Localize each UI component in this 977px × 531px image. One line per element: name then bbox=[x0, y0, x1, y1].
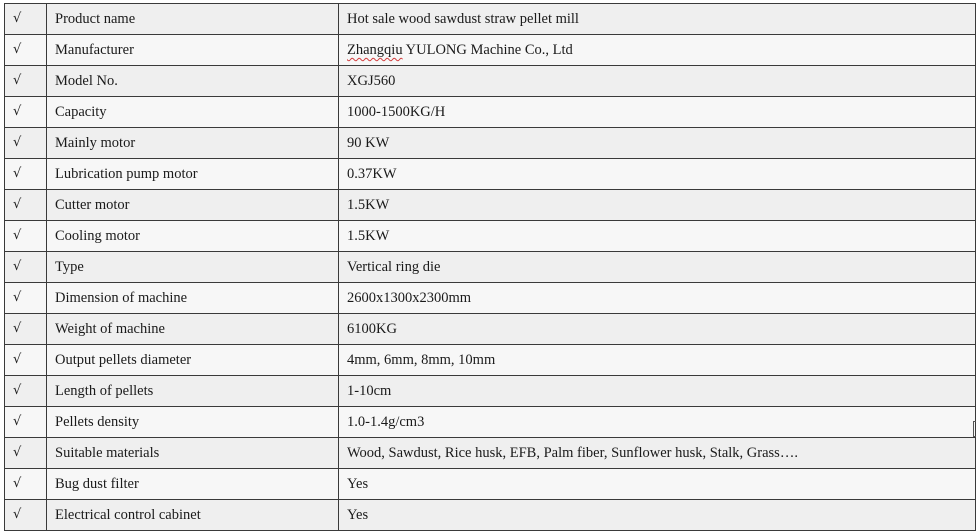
check-mark: √ bbox=[5, 252, 47, 283]
table-row bbox=[5, 66, 976, 97]
table-row bbox=[5, 345, 976, 376]
spec-label: Manufacturer bbox=[47, 35, 339, 66]
spec-value: Wood, Sawdust, Rice husk, EFB, Palm fiber, Sunflower husk, Stalk, Grass…. bbox=[339, 438, 976, 469]
spec-value: 90 KW bbox=[339, 128, 976, 159]
table-row bbox=[5, 438, 976, 469]
spec-value: 0.37KW bbox=[339, 159, 976, 190]
spec-label: Bug dust filter bbox=[47, 469, 339, 500]
spec-label: Output pellets diameter bbox=[47, 345, 339, 376]
spec-value: Yes bbox=[339, 469, 976, 500]
check-mark: √ bbox=[5, 469, 47, 500]
spec-value: 4mm, 6mm, 8mm, 10mm bbox=[339, 345, 976, 376]
table-row bbox=[5, 376, 976, 407]
check-mark: √ bbox=[5, 4, 47, 35]
spec-value: 1.5KW bbox=[339, 190, 976, 221]
spec-label: Electrical control cabinet bbox=[47, 500, 339, 531]
check-mark: √ bbox=[5, 159, 47, 190]
spec-label: Lubrication pump motor bbox=[47, 159, 339, 190]
table-row bbox=[5, 500, 976, 531]
table-row bbox=[5, 190, 976, 221]
table-row bbox=[5, 469, 976, 500]
table-row bbox=[5, 159, 976, 190]
spec-label: Mainly motor bbox=[47, 128, 339, 159]
spec-value: Yes bbox=[339, 500, 976, 531]
check-mark: √ bbox=[5, 283, 47, 314]
table-row bbox=[5, 221, 976, 252]
spec-label: Length of pellets bbox=[47, 376, 339, 407]
check-mark: √ bbox=[5, 345, 47, 376]
spec-label: Pellets density bbox=[47, 407, 339, 438]
spec-value: 2600x1300x2300mm bbox=[339, 283, 976, 314]
spec-value: 1.5KW bbox=[339, 221, 976, 252]
check-mark: √ bbox=[5, 314, 47, 345]
spec-value: Hot sale wood sawdust straw pellet mill bbox=[339, 4, 976, 35]
spec-value: Vertical ring die bbox=[339, 252, 976, 283]
table-row bbox=[5, 4, 976, 35]
check-mark: √ bbox=[5, 66, 47, 97]
check-mark: √ bbox=[5, 128, 47, 159]
spec-label: Cutter motor bbox=[47, 190, 339, 221]
check-mark: √ bbox=[5, 438, 47, 469]
spec-value: XGJ560 bbox=[339, 66, 976, 97]
check-mark: √ bbox=[5, 190, 47, 221]
spec-label: Type bbox=[47, 252, 339, 283]
spec-value: 1.0-1.4g/cm3 bbox=[339, 407, 976, 438]
spec-value: 1-10cm bbox=[339, 376, 976, 407]
check-mark: √ bbox=[5, 376, 47, 407]
check-mark: √ bbox=[5, 407, 47, 438]
spellcheck-word: Zhangqiu bbox=[347, 42, 403, 58]
table-row bbox=[5, 314, 976, 345]
spec-value-rest: YULONG Machine Co., Ltd bbox=[402, 42, 573, 58]
spec-value: 1000-1500KG/H bbox=[339, 97, 976, 128]
spec-label: Capacity bbox=[47, 97, 339, 128]
check-mark: √ bbox=[5, 500, 47, 531]
check-mark: √ bbox=[5, 35, 47, 66]
spec-label: Dimension of machine bbox=[47, 283, 339, 314]
table-row bbox=[5, 35, 976, 66]
spec-label: Cooling motor bbox=[47, 221, 339, 252]
table-row bbox=[5, 283, 976, 314]
specification-table bbox=[4, 3, 976, 531]
table-row bbox=[5, 407, 976, 438]
table-row bbox=[5, 97, 976, 128]
spec-value: 6100KG bbox=[339, 314, 976, 345]
spec-label: Product name bbox=[47, 4, 339, 35]
table-row bbox=[5, 128, 976, 159]
check-mark: √ bbox=[5, 221, 47, 252]
spec-label: Weight of machine bbox=[47, 314, 339, 345]
check-mark: √ bbox=[5, 97, 47, 128]
table-row bbox=[5, 252, 976, 283]
spec-value bbox=[339, 35, 976, 66]
table-edge-marker bbox=[973, 421, 976, 437]
spec-label: Model No. bbox=[47, 66, 339, 97]
spec-label: Suitable materials bbox=[47, 438, 339, 469]
